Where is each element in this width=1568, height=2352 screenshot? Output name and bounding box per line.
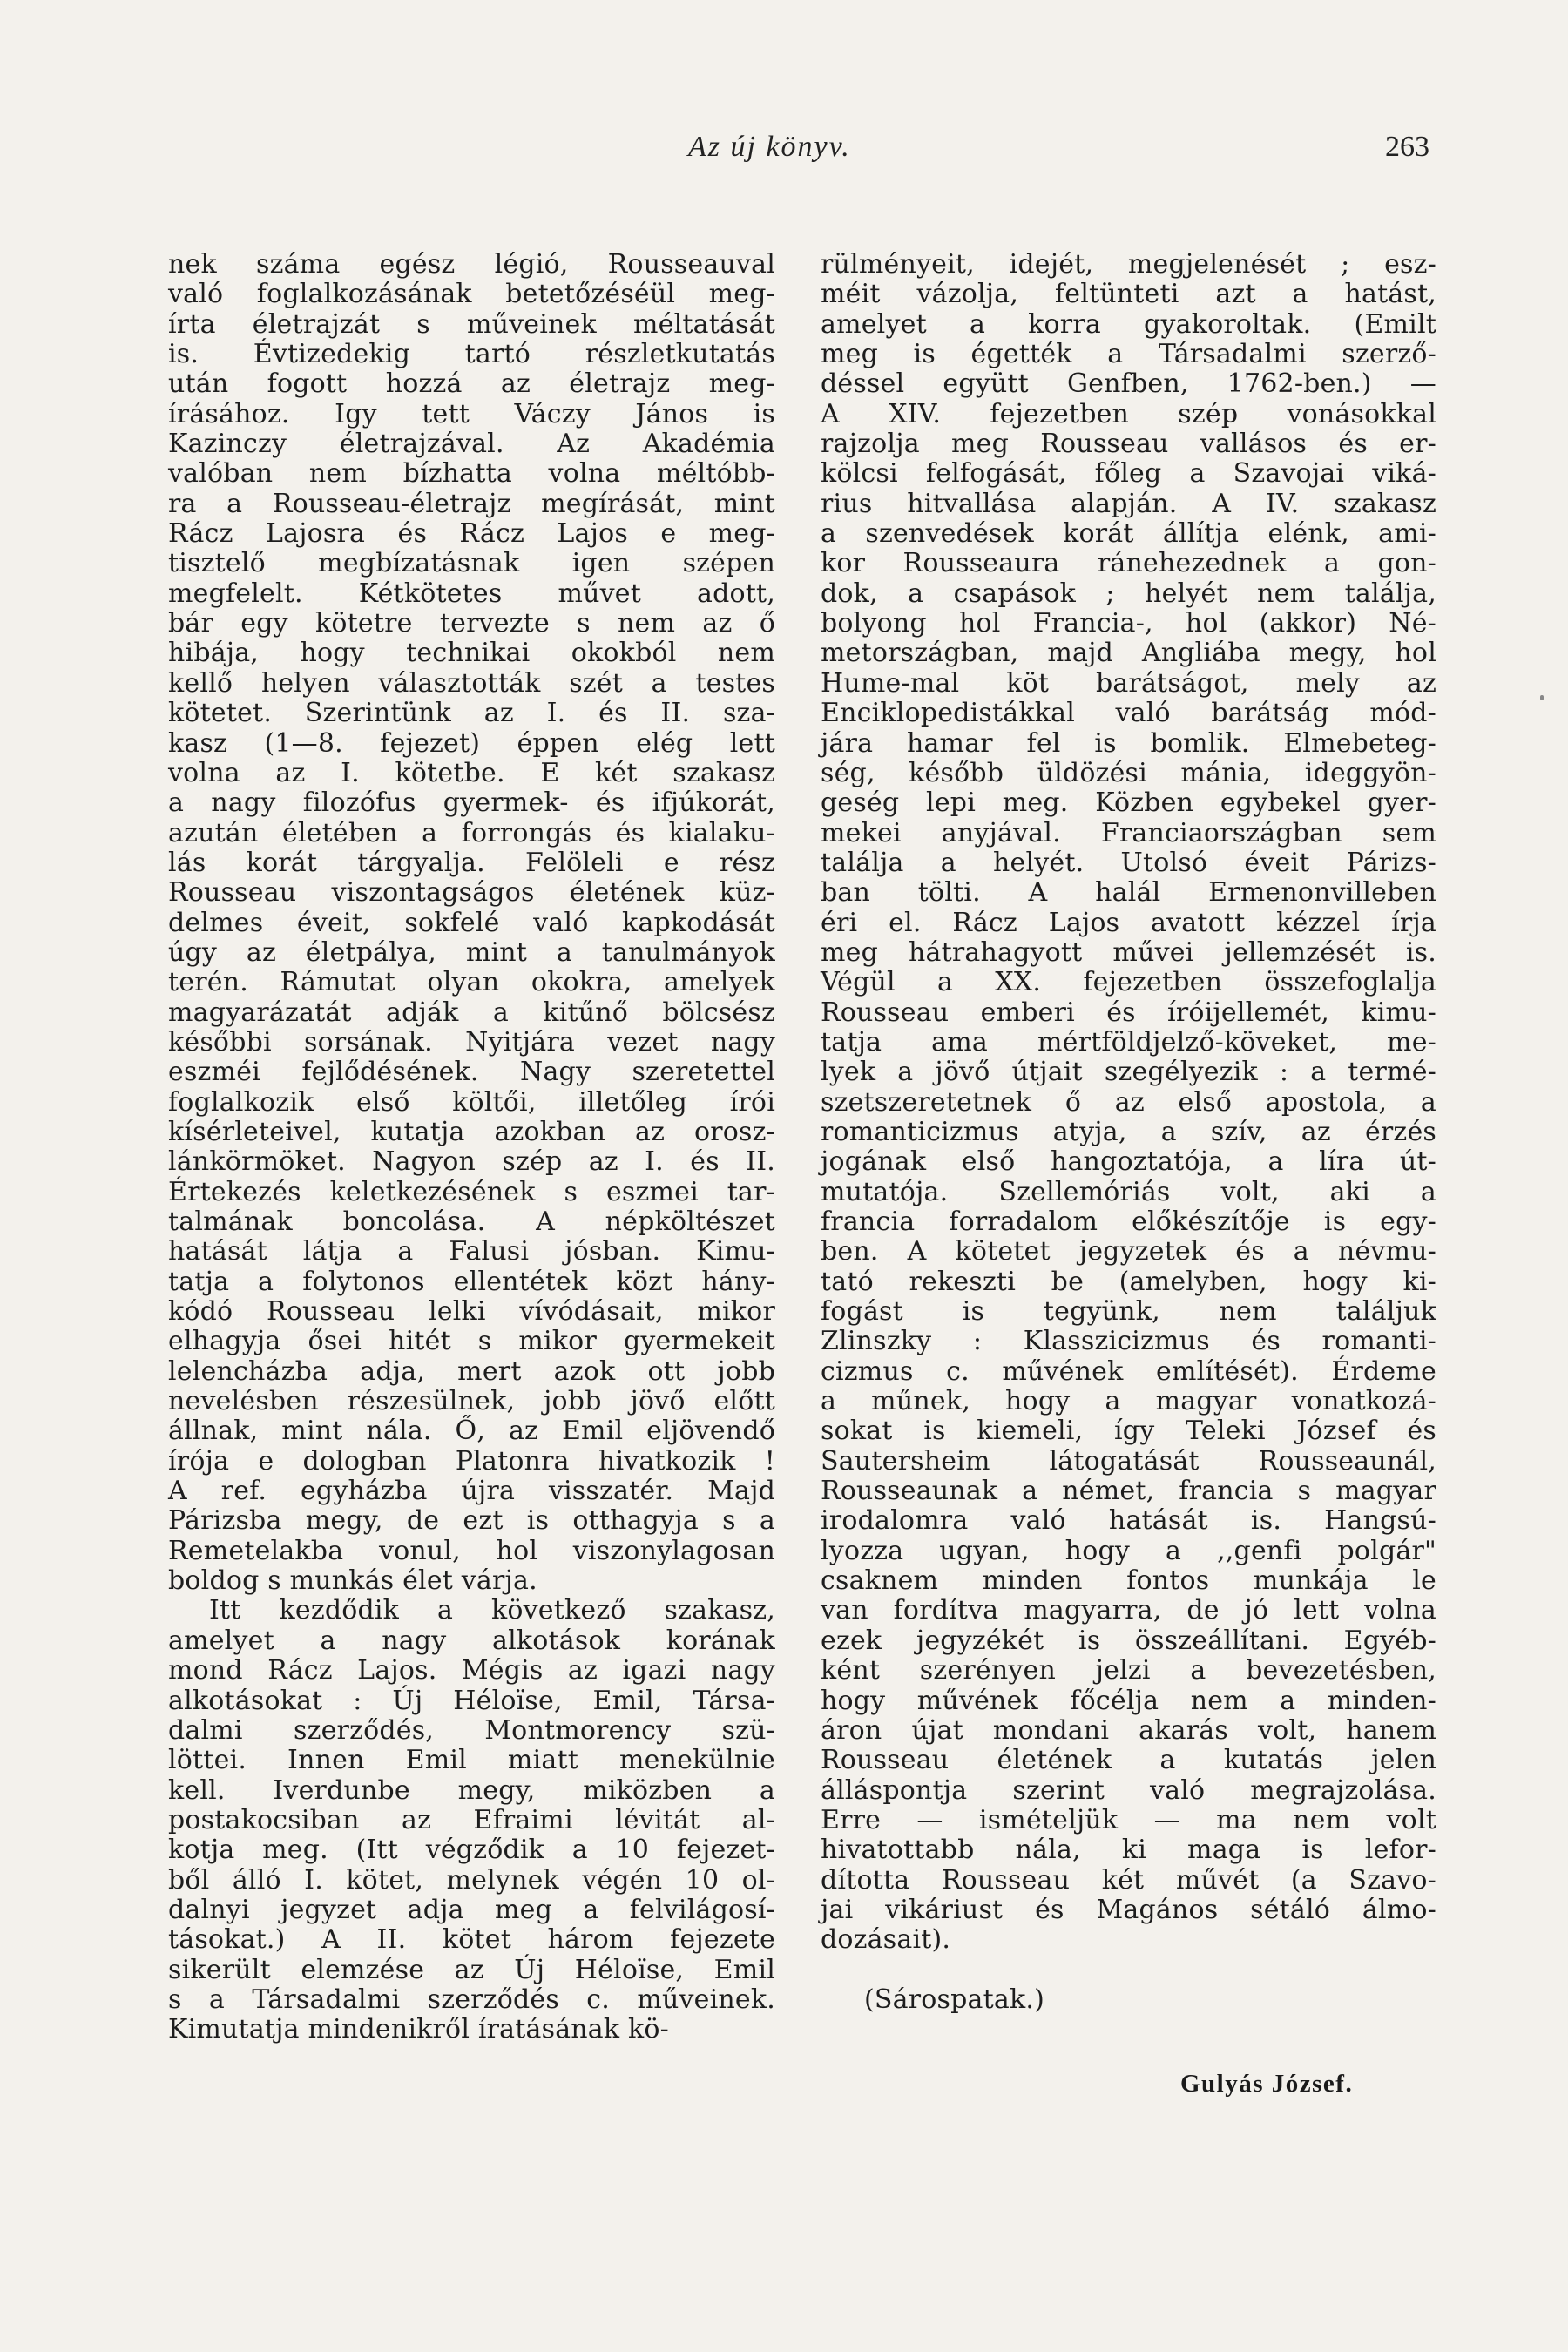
text-line: kellő helyen választották szét a testes (168, 667, 775, 699)
text-line: tásokat.) A II. kötet három fejezete (168, 1924, 775, 1956)
text-line: ben. A kötetet jegyzetek és a névmu- (821, 1236, 1436, 1267)
text-line: írta életrajzát s műveinek méltatását (168, 308, 775, 340)
text-line: a műnek, hogy a magyar vonatkozá- (821, 1386, 1436, 1417)
text-line: írója e dologban Platonra hivatkozik ! (168, 1445, 775, 1477)
text-line: megfelelt. Kétkötetes művet adott, (168, 578, 775, 609)
text-line: Rousseau emberi és íróijellemét, kimu- (821, 997, 1436, 1028)
print-speck (1540, 695, 1544, 700)
running-title: Az új könyv. (688, 131, 851, 163)
text-line: kódó Rousseau lelki vívódásait, mikor (168, 1296, 775, 1328)
text-line: eszméi fejlődésének. Nagy szeretettel (168, 1057, 775, 1088)
text-line: rius hitvallása alapján. A IV. szakasz (821, 488, 1436, 519)
text-line: löttei. Innen Emil miatt menekülnie (168, 1745, 775, 1776)
text-line: éri el. Rácz Lajos avatott kézzel írja (821, 907, 1436, 938)
text-line: ra a Rousseau-életrajz megírását, mint (168, 488, 775, 519)
text-line: mekei anyjával. Franciaországban sem (821, 817, 1436, 848)
text-line: meg is égették a Társadalmi szerző- (821, 339, 1436, 370)
text-line: postakocsiban az Efraimi lévitát al- (168, 1804, 775, 1835)
text-line: Kazinczy életrajzával. Az Akadémia (168, 429, 775, 460)
text-line: dalnyi jegyzet adja meg a felvilágosí- (168, 1894, 775, 1925)
blank-line (821, 1956, 1436, 1985)
text-line: Rousseau viszontagságos életének küz- (168, 877, 775, 909)
text-line: talmának boncolása. A népköltészet (168, 1206, 775, 1237)
text-line: nevelésben részesülnek, jobb jövő előtt (168, 1386, 775, 1417)
text-line: magyarázatát adják a kitűnő bölcsész (168, 997, 775, 1028)
text-line: Hume-mal köt barátságot, mely az (821, 667, 1436, 699)
text-line: hogy művének főcélja nem a minden- (821, 1685, 1436, 1716)
text-line: kor Rousseaura ránehezednek a gon- (821, 548, 1436, 579)
text-line: jára hamar fel is bomlik. Elmebeteg- (821, 727, 1436, 759)
text-line: Rousseaunak a német, francia s magyar (821, 1476, 1436, 1507)
text-line: amelyet a nagy alkotások korának (168, 1625, 775, 1656)
text-line: hibája, hogy technikai okokból nem (168, 638, 775, 669)
text-line: Erre — ismételjük — ma nem volt (821, 1804, 1436, 1835)
text-line: való foglalkozásának betetőzéséül meg- (168, 279, 775, 310)
text-line: delmes éveit, sokfelé való kapkodását (168, 907, 775, 938)
text-line: nek száma egész légió, Rousseauval (168, 249, 775, 280)
text-line: lás korát tárgyalja. Felöleli e rész (168, 847, 775, 878)
text-line: tatja ama mértföldjelző-köveket, me- (821, 1026, 1436, 1058)
text-line: fogást is tegyünk, nem találjuk (821, 1296, 1436, 1328)
text-line: mutatója. Szellemóriás volt, aki a (821, 1176, 1436, 1207)
text-line: lyek a jövő útjait szegélyezik : a termé- (821, 1057, 1436, 1088)
text-line: kötetet. Szerintünk az I. és II. sza- (168, 698, 775, 729)
text-line: A ref. egyházba újra visszatér. Majd (168, 1476, 775, 1507)
text-line: Enciklopedistákkal való barátság mód- (821, 698, 1436, 729)
text-line: kísérleteivel, kutatja azokban az orosz- (168, 1116, 775, 1147)
text-line: boldog s munkás élet várja. (168, 1565, 537, 1597)
text-line: ban tölti. A halál Ermenonvilleben (821, 877, 1436, 909)
text-line: valóban nem bízhatta volna méltóbb- (168, 458, 775, 490)
left-column (168, 250, 775, 2045)
text-line: meg hátrahagyott művei jellemzését is. (821, 936, 1436, 968)
text-line: Rácz Lajosra és Rácz Lajos e meg- (168, 518, 775, 550)
text-line: kell. Iverdunbe megy, miközben a (168, 1774, 775, 1806)
text-line: foglalkozik első költői, illetőleg írói (168, 1086, 775, 1118)
right-column (821, 250, 1436, 2015)
text-line: lelencházba adja, mert azok ott jobb (168, 1355, 775, 1387)
text-line: alkotásokat : Új Héloïse, Emil, Társa- (168, 1685, 775, 1716)
text-line: Végül a XX. fejezetben összefoglalja (821, 967, 1436, 998)
text-line: lyozza ugyan, hogy a ,,genfi polgár" (821, 1535, 1436, 1566)
text-line: volna az I. kötetbe. E két szakasz (168, 757, 775, 788)
text-line: bolyong hol Francia-, hol (akkor) Né- (821, 608, 1436, 639)
text-line: déssel együtt Genfben, 1762-ben.) — (821, 368, 1436, 400)
text-line: állnak, mint nála. Ő, az Emil eljövendő (168, 1416, 775, 1447)
text-line: Értekezés keletkezésének s eszmei tar- (168, 1176, 775, 1207)
text-line: mond Rácz Lajos. Mégis az igazi nagy (168, 1655, 775, 1686)
place-line: (Sárospatak.) (864, 1984, 1044, 2015)
text-line: metországban, majd Angliába megy, hol (821, 638, 1436, 669)
text-line: jogának első hangoztatója, a líra út- (821, 1146, 1436, 1178)
text-line: romanticizmus atyja, a szív, az érzés (821, 1116, 1436, 1147)
text-line: után fogott hozzá az életrajz meg- (168, 368, 775, 400)
text-line: Zlinszky : Klasszicizmus és romanti- (821, 1326, 1436, 1357)
text-line: csaknem minden fontos munkája le (821, 1565, 1436, 1597)
author-signature: Gulyás József. (1180, 2070, 1354, 2098)
text-line: sikerült elemzése az Új Héloïse, Emil (168, 1954, 775, 1985)
text-line: tató rekeszti be (amelyben, hogy ki- (821, 1266, 1436, 1297)
text-line: a szenvedések korát állítja elénk, ami- (821, 518, 1436, 550)
text-line: dok, a csapások ; helyét nem találja, (821, 578, 1436, 609)
text-line: Kimutatja mindenikről íratásának kö- (168, 2014, 669, 2045)
text-line: kotja meg. (Itt végződik a 10 fejezet- (168, 1835, 775, 1866)
text-line: terén. Rámutat olyan okokra, amelyek (168, 967, 775, 998)
text-line: ség, később üldözési mánia, ideggyön- (821, 757, 1436, 788)
text-line: írásához. Igy tett Váczy János is (168, 398, 775, 429)
text-line: jai vikáriust és Magános sétáló álmo- (821, 1894, 1436, 1925)
text-line: Sautersheim látogatását Rousseaunál, (821, 1445, 1436, 1477)
text-line: azután életében a forrongás és kialaku- (168, 817, 775, 848)
text-line: rajzolja meg Rousseau vallásos és er- (821, 429, 1436, 460)
text-line: geség lepi meg. Közben egybekel gyer- (821, 787, 1436, 819)
text-line: dalmi szerződés, Montmorency szü- (168, 1714, 775, 1746)
text-line: irodalomra való hatását is. Hangsú- (821, 1505, 1436, 1537)
text-line: Párizsba megy, de ezt is otthagyja s a (168, 1505, 775, 1537)
text-line: dozásait). (821, 1924, 951, 1956)
text-line: bár egy kötetre tervezte s nem az ő (168, 608, 775, 639)
text-line: francia forradalom előkészítője is egy- (821, 1206, 1436, 1237)
text-line: van fordítva magyarra, de jó lett volna (821, 1595, 1436, 1626)
text-line: Itt kezdődik a következő szakasz, (209, 1595, 775, 1626)
text-line: ből álló I. kötet, melynek végén 10 ol- (168, 1864, 775, 1896)
text-line: találja a helyét. Utolsó éveit Párizs- (821, 847, 1436, 878)
text-line: Remetelakba vonul, hol viszonylagosan (168, 1535, 775, 1566)
text-line: amelyet a korra gyakoroltak. (Emilt (821, 308, 1436, 340)
text-line: méit vázolja, feltünteti azt a hatást, (821, 279, 1436, 310)
text-line: Rousseau életének a kutatás jelen (821, 1745, 1436, 1776)
text-line: sokat is kiemeli, így Teleki József és (821, 1416, 1436, 1447)
text-line: cizmus c. művének említését). Érdeme (821, 1355, 1436, 1387)
text-line: szetszeretetnek ő az első apostola, a (821, 1086, 1436, 1118)
text-line: tatja a folytonos ellentétek közt hány- (168, 1266, 775, 1297)
text-line: tisztelő megbízatásnak igen szépen (168, 548, 775, 579)
text-line: is. Évtizedekig tartó részletkutatás (168, 339, 775, 370)
text-line: hivatottabb nála, ki maga is lefor- (821, 1835, 1436, 1866)
text-line: úgy az életpálya, mint a tanulmányok (168, 936, 775, 968)
text-line: ezek jegyzékét is összeállítani. Egyéb- (821, 1625, 1436, 1656)
text-line: kölcsi felfogását, főleg a Szavojai viká- (821, 458, 1436, 490)
text-line: kasz (1—8. fejezet) éppen elég lett (168, 727, 775, 759)
text-line: elhagyja ősei hitét s mikor gyermekeit (168, 1326, 775, 1357)
text-line: a nagy filozófus gyermek- és ifjúkorát, (168, 787, 775, 819)
text-line: s a Társadalmi szerződés c. műveinek. (168, 1984, 775, 2015)
text-line: áron újat mondani akarás volt, hanem (821, 1714, 1436, 1746)
text-line: ként szerényen jelzi a bevezetésben, (821, 1655, 1436, 1686)
text-line: rülményeit, idejét, megjelenését ; esz- (821, 249, 1436, 280)
text-line: hatását látja a Falusi jósban. Kimu- (168, 1236, 775, 1267)
text-line: lánkörmöket. Nagyon szép az I. és II. (168, 1146, 775, 1178)
text-line: későbbi sorsának. Nyitjára vezet nagy (168, 1026, 775, 1058)
page-number: 263 (1385, 131, 1429, 163)
text-line: dította Rousseau két művét (a Szavo- (821, 1864, 1436, 1896)
text-line: álláspontja szerint való megrajzolása. (821, 1774, 1436, 1806)
text-line: A XIV. fejezetben szép vonásokkal (821, 398, 1436, 429)
